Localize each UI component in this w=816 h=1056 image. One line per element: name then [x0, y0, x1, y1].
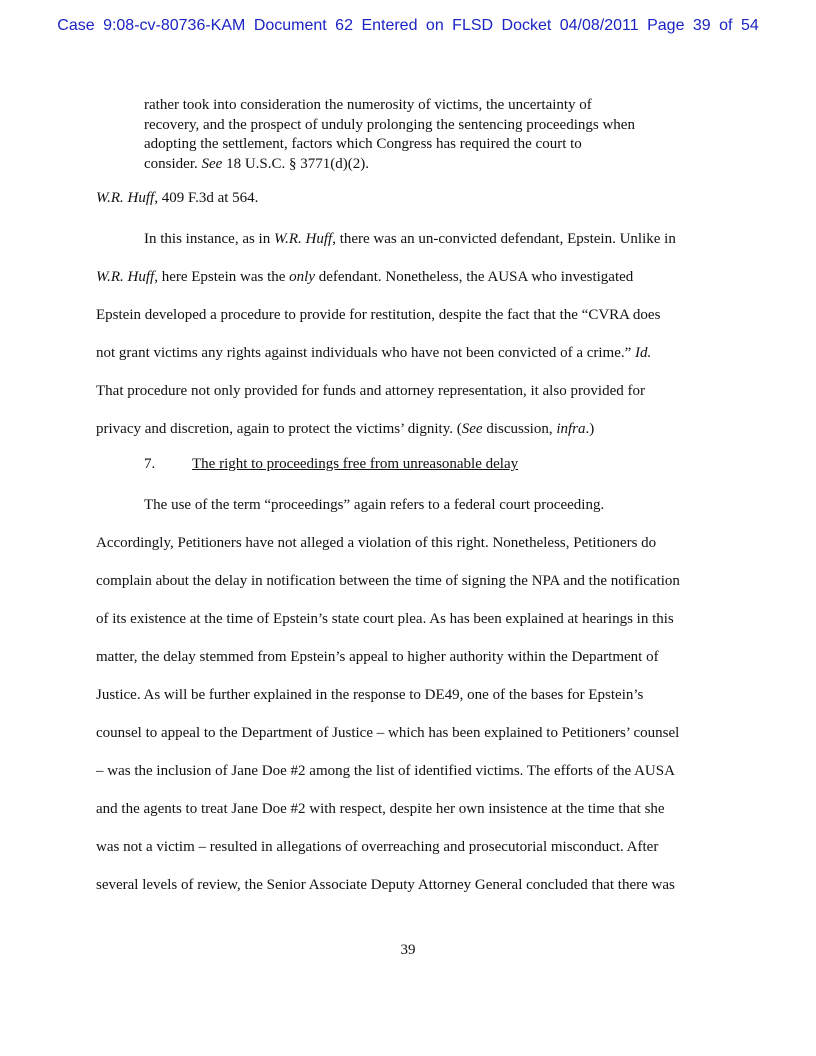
- signal-see: See: [461, 421, 483, 437]
- case-name: W.R. Huff: [96, 190, 155, 206]
- paragraph-line: [96, 268, 736, 306]
- signal-infra: infra: [556, 421, 586, 437]
- text-run: , there was an un-convicted defendant, Epstein. Unlike in: [332, 231, 676, 247]
- paragraph-line: [96, 230, 736, 268]
- signal-id: Id.: [635, 345, 652, 361]
- paragraph-line: The use of the term “proceedings” again refers to a federal court proceeding.: [144, 497, 605, 513]
- text-run: consider.: [144, 155, 202, 172]
- block-quote-line: recovery, and the prospect of unduly prolonging the sentencing proceedings when: [144, 116, 635, 133]
- paragraph-line: Epstein developed a procedure to provide for restitution, despite the fact that the “CVRA does: [96, 307, 661, 323]
- paragraph-line: matter, the delay stemmed from Epstein’s appeal to higher authority within the Department of: [96, 649, 659, 665]
- paragraph-line: That procedure not only provided for funds and attorney representation, it also provided for: [96, 383, 646, 399]
- paragraph-line: [96, 344, 736, 382]
- paragraph-line: of its existence at the time of Epstein’s state court plea. As has been explained at hearings in this: [96, 611, 674, 627]
- paragraph-line: complain about the delay in notification between the time of signing the NPA and the notification: [96, 573, 680, 589]
- paragraph-line: was not a victim – resulted in allegations of overreaching and prosecutorial misconduct. After: [96, 839, 659, 855]
- paragraph-line: Justice. As will be further explained in the response to DE49, one of the bases for Epstein’s: [96, 687, 644, 703]
- paragraph-line: [96, 420, 736, 458]
- document-number: Document 62: [253, 17, 353, 34]
- case-name: W.R. Huff: [273, 231, 333, 247]
- emphasis: only: [289, 269, 315, 285]
- paragraph-huff: [96, 230, 736, 458]
- paragraph-line: counsel to appeal to the Department of Justice – which has been explained to Petitioners’ counsel: [96, 725, 680, 741]
- text-run: 18 U.S.C. § 3771(d)(2).: [222, 155, 369, 172]
- text-run: defendant. Nonetheless, the AUSA who investigated: [315, 269, 634, 285]
- text-run: privacy and discretion, again to protect the victims’ dignity. (: [96, 421, 462, 437]
- section-heading: [144, 456, 518, 473]
- paragraph-line: and the agents to treat Jane Doe #2 with respect, despite her own insistence at the time that she: [96, 801, 665, 817]
- signal-see: See: [201, 155, 223, 172]
- docket-header: [0, 17, 816, 35]
- citation-line: [96, 190, 258, 207]
- paragraph-line: – was the inclusion of Jane Doe #2 among the list of identified victims. The efforts of the AUSA: [96, 763, 675, 779]
- page-of-total: Page 39 of 54: [647, 17, 759, 34]
- block-quote: [144, 96, 684, 174]
- block-quote-line: rather took into consideration the numerosity of victims, the uncertainty of: [144, 97, 592, 113]
- block-quote-line: adopting the settlement, factors which Congress has required the court to: [144, 136, 582, 152]
- text-run: In this instance, as in: [144, 231, 274, 247]
- text-run: discussion,: [482, 421, 557, 437]
- paragraph-line: Accordingly, Petitioners have not alleged a violation of this right. Nonetheless, Petitioners do: [96, 535, 657, 551]
- text-run: not grant victims any rights against individuals who have not been convicted of a crime.”: [96, 345, 636, 361]
- text-run: , here Epstein was the: [154, 269, 290, 285]
- case-name: W.R. Huff: [96, 269, 155, 285]
- paragraph-delay: [96, 496, 736, 914]
- docket-entry: Entered on FLSD Docket 04/08/2011: [361, 17, 639, 34]
- page-number: 39: [400, 942, 416, 958]
- case-number: Case 9:08-cv-80736-KAM: [57, 17, 246, 34]
- section-title: The right to proceedings free from unreasonable delay: [192, 456, 519, 472]
- text-run: , 409 F.3d at 564.: [154, 190, 259, 206]
- text-run: .): [585, 421, 595, 437]
- block-quote-line: [144, 155, 684, 175]
- section-number: 7.: [144, 456, 156, 472]
- paragraph-line: several levels of review, the Senior Associate Deputy Attorney General concluded that there was: [96, 877, 675, 893]
